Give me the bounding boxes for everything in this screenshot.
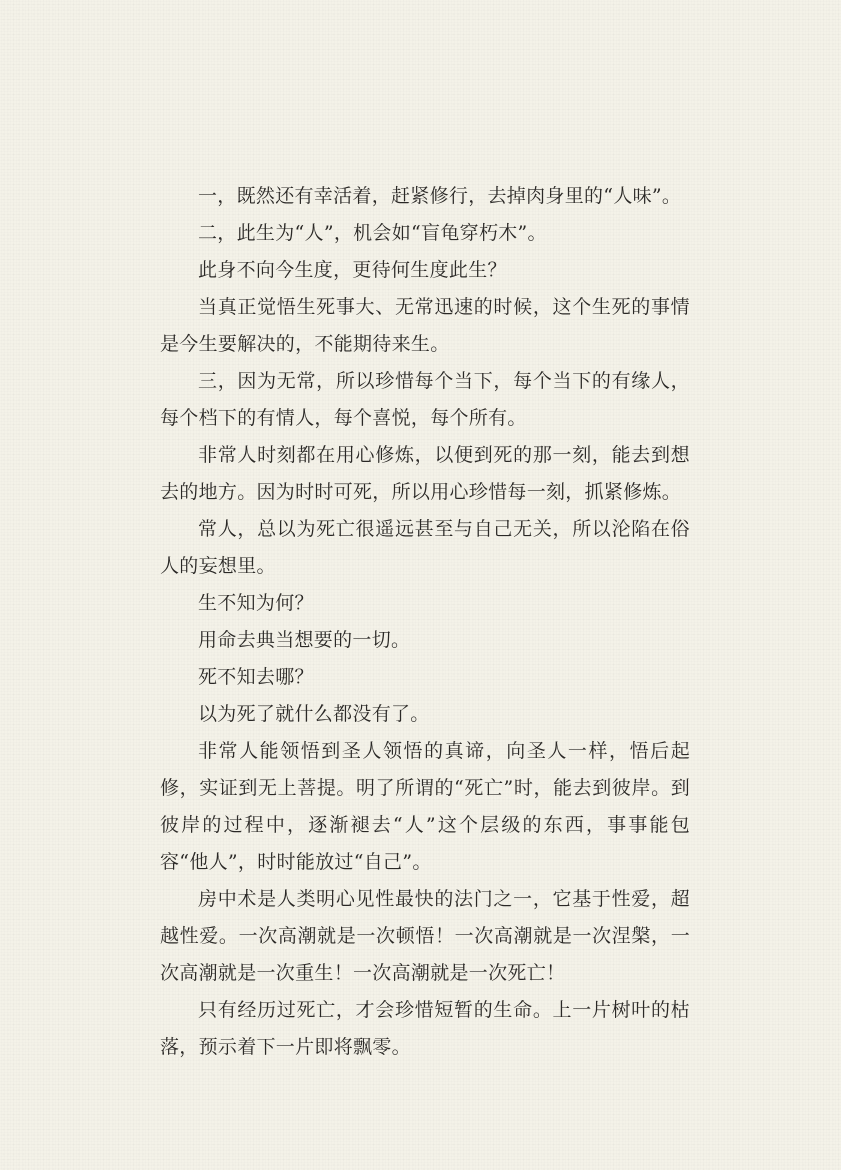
paragraph-6: 非常人时刻都在用心修炼，以便到死的那一刻，能去到想去的地方。因为时时可死，所以用心珍惜每一刻，抓紧修炼。 bbox=[160, 444, 690, 503]
paragraph-11: 以为死了就什么都没有了。 bbox=[198, 703, 430, 725]
paragraph-14: 只有经历过死亡，才会珍惜短暂的生命。上一片树叶的枯落，预示着下一片即将飘零。 bbox=[160, 999, 690, 1058]
paragraph-1: 一，既然还有幸活着，赶紧修行，去掉肉身里的“人味”。 bbox=[198, 185, 682, 207]
paragraph-13: 房中术是人类明心见性最快的法门之一，它基于性爱，超越性爱。一次高潮就是一次顿悟！一次高潮就是一次涅槃，一次高潮就是一次重生！一次高潮就是一次死亡！ bbox=[160, 888, 690, 984]
paragraph-5: 三，因为无常，所以珍惜每个当下，每个当下的有缘人，每个档下的有情人，每个喜悦，每个所有。 bbox=[160, 370, 690, 429]
paragraph-12: 非常人能领悟到圣人领悟的真谛，向圣人一样，悟后起修，实证到无上菩提。明了所谓的“死亡”时，能去到彼岸。到彼岸的过程中，逐渐褪去“人”这个层级的东西，事事能包容“他人”，时时能放过“自己”。 bbox=[160, 740, 690, 873]
paragraph-10: 死不知去哪？ bbox=[198, 666, 314, 688]
paragraph-7: 常人，总以为死亡很遥远甚至与自己无关，所以沦陷在俗人的妄想里。 bbox=[160, 518, 690, 577]
paragraph-4: 当真正觉悟生死事大、无常迅速的时候，这个生死的事情是今生要解决的，不能期待来生。 bbox=[160, 296, 690, 355]
paragraph-8: 生不知为何？ bbox=[198, 592, 314, 614]
paragraph-3: 此身不向今生度，更待何生度此生？ bbox=[198, 259, 507, 281]
paragraph-2: 二，此生为“人”，机会如“盲龟穿朽木”。 bbox=[198, 222, 547, 244]
paragraph-9: 用命去典当想要的一切。 bbox=[198, 629, 411, 651]
document-body bbox=[160, 178, 690, 1066]
